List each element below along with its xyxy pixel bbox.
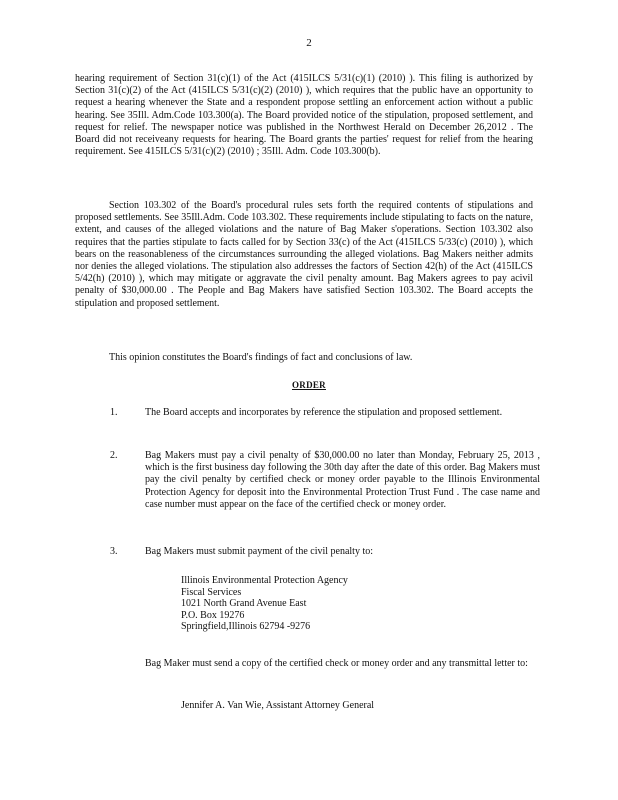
- address-line-5: Springfield,Illinois 62794 -9276: [181, 621, 311, 633]
- recipient-name: Jennifer A. Van Wie, Assistant Attorney General: [181, 700, 375, 711]
- payment-address: [181, 575, 348, 633]
- address-line-3: 1021 North Grand Avenue East: [181, 598, 307, 610]
- order-item-1-number: 1.: [110, 407, 118, 418]
- paragraph-1-text: hearing requirement of Section 31(c)(1) of the Act (415ILCS 5/31(c)(1) (2010) ). This filing is authorized by Section 31(c)(2) of the Act (415ILCS 5/31(c)(2) (2010) ), which requires that the public have an opportunity to request a hearing whenever the State and a respondent propose settling an enforcement action without a public hearing. See 35Ill. Adm.Code 103.300(a). The Board provided notice of the stipulation, proposed settlement, and request for relief. The newspaper notice was published in the Northwest Herald on December 26,2012 . The Board did not receiveany requests for hearing. The Board grants the parties' request for relief from the hearing requirement. See 415ILCS 5/31(c)(2) (2010) ; 35Ill. Adm. Code 103.300(b).: [75, 73, 533, 158]
- address-line-2: Fiscal Services: [181, 586, 242, 598]
- order-item-3-number: 3.: [110, 546, 118, 557]
- address-line-4: P.O. Box 19276: [181, 609, 245, 621]
- order-heading: ORDER: [291, 380, 326, 390]
- opinion-statement: [75, 352, 533, 364]
- order-item-2: [110, 450, 540, 511]
- order-item-1: [110, 407, 540, 419]
- order-item-2-number: 2.: [110, 450, 118, 461]
- paragraph-hearing-requirement: [75, 73, 533, 158]
- paragraph-procedural-rules: [75, 200, 533, 310]
- order-item-3-text: Bag Makers must submit payment of the civil penalty to:: [145, 546, 374, 557]
- order-item-2-text: Bag Makers must pay a civil penalty of $30,000.00 no later than Monday, February 25, 2013 , which is the first business day following the 30th day after the date of this order. Bag Makers must pay the civil penalty by certified check or money order payable to the Illinois Environmental Protection Agency for deposit into the Environmental Protection Trust Fund . The case name and case number must appear on the face of the certified check or money order.: [145, 450, 540, 510]
- page-number: 2: [306, 37, 312, 49]
- order-item-3: [110, 546, 540, 558]
- address-line-1: Illinois Environmental Protection Agency: [181, 575, 348, 586]
- order-item-1-text: The Board accepts and incorporates by reference the stipulation and proposed settlement.: [145, 407, 503, 418]
- copy-instruction: Bag Maker must send a copy of the certified check or money order and any transmittal letter to:: [145, 658, 528, 669]
- paragraph-2-text: Section 103.302 of the Board's procedural rules sets forth the required contents of stipulations and proposed settlements. See 35Ill.Adm. Code 103.302. These requirements include stipulating to facts on the nature, extent, and causes of the alleged violations and the nature of Bag Maker s'operations. Section 103.302 also requires that the parties stipulate to facts called for by Section 33(c) of the Act (415ILCS 5/33(c) (2010) ), which bears on the reasonableness of the circumstances surrounding the alleged violations. Bag Makers neither admits nor denies the alleged violations. The stipulation also addresses the factors of Section 42(h) of the Act (415ILCS 5/42(h) (2010) ), which may mitigate or aggravate the civil penalty amount. Bag Makers agrees to pay acivil penalty of $30,000.00 . The People and Bag Makers have satisfied Section 103.302. The Board accepts the stipulation and proposed settlement.: [75, 200, 533, 309]
- opinion-statement-text: This opinion constitutes the Board's findings of fact and conclusions of law.: [109, 352, 413, 363]
